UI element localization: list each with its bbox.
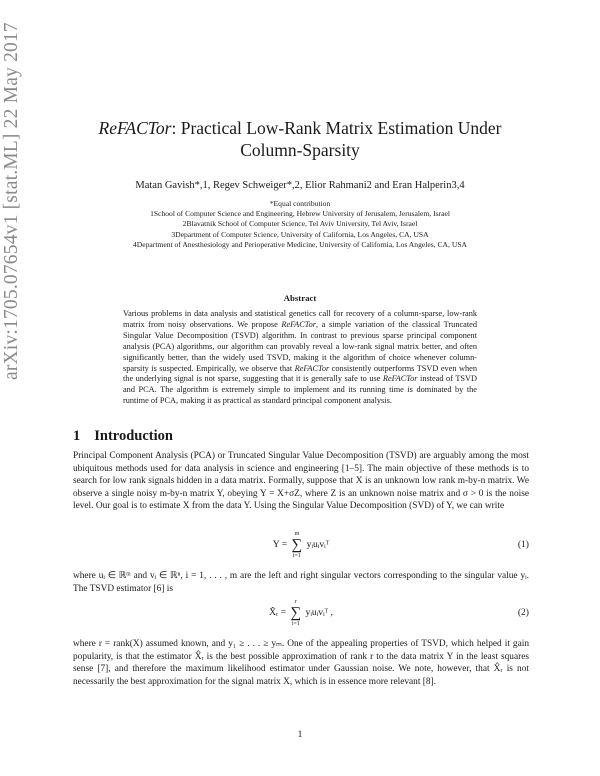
affiliation-2: 2Blavatnik School of Computer Science, Tel Aviv University, Tel Aviv, Israel: [182, 219, 418, 229]
arxiv-stamp: arXiv:1705.07654v1 [stat.ML] 22 May 2017: [1, 22, 22, 380]
abstract-s4: instead of TSVD and PCA. The algorithm is extremely simple to implement and its running time is dominated by the runtime of PCA, making it as practical as standard principal component analysis.: [123, 374, 477, 406]
eq1-lhs: Y =: [272, 539, 288, 551]
section-number: 1: [73, 428, 81, 444]
title-refactor: ReFACTor: [98, 118, 172, 138]
affiliation-3: 3Department of Computer Science, University of California, Los Angeles, CA, USA: [171, 229, 429, 239]
abstract-refactor-3: ReFACTor: [382, 374, 418, 384]
eq1-upper: m: [294, 531, 300, 537]
authors: Matan Gavish*,1, Regev Schweiger*,2, Elior Rahmani2 and Eran Halperin3,4: [135, 180, 465, 191]
paper-title: [80, 117, 520, 161]
abstract-heading: Abstract: [283, 293, 317, 303]
equation-2: [73, 598, 529, 628]
sum-icon: ∑: [290, 605, 302, 621]
section-title: Introduction: [94, 428, 173, 444]
eq2-number: (2): [517, 607, 529, 618]
eq2-lhs: X̂ᵣ =: [269, 607, 287, 619]
affiliation-1: 1School of Computer Science and Engineering, Hebrew University of Jerusalem, Jerusalem, Israel: [150, 209, 450, 219]
section-heading: [73, 428, 173, 445]
eq1-sum: [292, 530, 303, 560]
equation-1: [73, 530, 529, 560]
eq2-lower: i=1: [291, 621, 300, 627]
eq2-rhs: yᵢuᵢvᵢᵀ ,: [305, 607, 333, 619]
intro-paragraph-3: where r = rank(X) assumed known, and y₁ ≥ . . . ≥ yₘ. One of the appealing properties of TSVD, which helped it gain popularity, is that the estimator X̂ᵣ is the best possible approximation of rank r to the data matrix Y in the least squares sense [7], and therefore the maximum likelihood estimator under Gaussian noise. We note, however, that X̂ᵣ is not necessarily the best approximation for the signal matrix X, which is in essence more relevant [8].: [73, 639, 529, 687]
intro-paragraph-2: where uᵢ ∈ ℝᵐ and vᵢ ∈ ℝⁿ, i = 1, . . . , m are the left and right singular vectors corresponding to the singular value yᵢ. The TSVD estimator [6] is: [73, 571, 529, 594]
abstract-s3: consistently outperforms TSVD even when the underlying signal is not sparse, suggesting that it is generally safe to use: [123, 363, 477, 384]
eq2-upper: r: [294, 599, 297, 605]
affiliations: [60, 199, 540, 250]
eq1-rhs: yᵢuᵢvᵢᵀ: [306, 539, 330, 551]
abstract-refactor-2: ReFACTor: [294, 363, 330, 373]
page-number: 1: [297, 730, 303, 740]
title-line2: Column-Sparsity: [240, 140, 360, 160]
sum-icon: ∑: [291, 537, 303, 553]
abstract-refactor-1: ReFACTor: [281, 319, 316, 329]
equal-contribution: *Equal contribution: [269, 199, 331, 208]
affiliation-4: 4Department of Anesthesiology and Perioperative Medicine, University of California, Los Angeles, CA, USA: [132, 239, 468, 249]
abstract-s1: Various problems in data analysis and statistical genetics call for recovery of a column-sparse, low-rank matrix from noisy observations. We propose: [123, 309, 477, 329]
title-rest: : Practical Low-Rank Matrix Estimation Under: [171, 118, 502, 138]
abstract-text: [123, 309, 477, 407]
eq2-sum: [290, 598, 301, 628]
eq1-number: (1): [517, 539, 529, 550]
eq1-lower: i=1: [292, 553, 301, 559]
intro-paragraph-1: Principal Component Analysis (PCA) or Truncated Singular Value Decomposition (TSVD) are arguably among the most ubiquitous methods used for data analysis in science and engineering [1–5]. The main objective of these methods is to search for low rank signals hidden in a data matrix. Formally, suppose that X is an unknown low rank m-by-n matrix. We observe a single noisy m-by-n matrix Y, obeying Y = X+σZ, where Z is an unknown noise matrix and σ > 0 is the noise level. Our goal is to estimate X from the data Y. Using the Singular Value Decomposition (SVD) of Y, we can write: [73, 451, 529, 511]
abstract-s2: , a simple variation of the classical Truncated Singular Value Decomposition (TSVD) algorithm. In contrast to previous sparse principal component analysis (PCA) algorithms, our algorithm can provably reveal a low-rank signal matrix better, and often significantly better, than the widely used TSVD, making it the algorithm of choice whenever column-sparsity is suspected. Empirically, we observe that: [123, 319, 477, 373]
